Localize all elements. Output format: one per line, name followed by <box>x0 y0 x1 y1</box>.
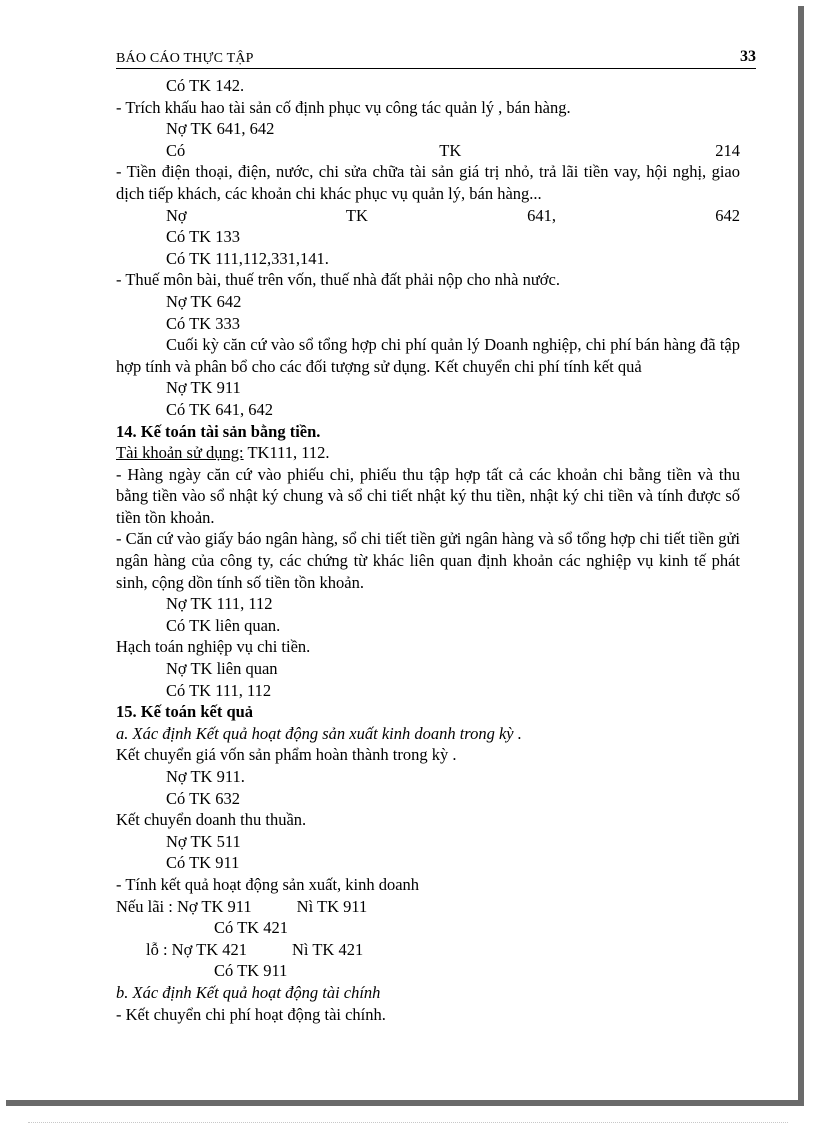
header-title: BÁO CÁO THỰC TẬP <box>116 51 254 66</box>
entry-line <box>116 939 740 961</box>
entry-line: Có TK 111, 112 <box>166 680 272 700</box>
section-heading: 14. Kế toán tài sản bằng tiền. <box>116 421 321 441</box>
page-header <box>116 50 756 69</box>
paragraph: - Tính kết quả hoạt động sản xuất, kinh doanh <box>116 874 420 894</box>
subsection-heading: a. Xác định Kết quả hoạt động sản xuất kinh doanh trong kỳ . <box>116 723 522 743</box>
paragraph: - Thuế môn bài, thuế trên vốn, thuế nhà đất phải nộp cho nhà nước. <box>116 270 560 290</box>
entry-line: Có TK 111,112,331,141. <box>166 248 329 268</box>
entry-line: Có TK 632 <box>166 788 240 808</box>
accounts-used-line <box>116 442 740 464</box>
entry-line: Có TK 911 <box>214 961 288 981</box>
section-heading: 15. Kế toán kết quả <box>116 702 254 722</box>
page-number: 33 <box>740 48 756 65</box>
entry-word: TK <box>439 140 462 160</box>
paragraph: - Tiền điện thoại, điện, nước, chi sửa chữa tài sản giá trị nhỏ, trả lãi tiền vay, hội nghị, giao dịch tiếp khách, các khoản chi khác phục vụ quản lý, bán hàng... <box>116 162 740 203</box>
entry-line: Có TK liên quan. <box>166 615 281 635</box>
paragraph: Cuối kỳ căn cứ vào sổ tổng hợp chi phí quản lý Doanh nghiệp, chi phí bán hàng đã tập hợp tính và phân bổ cho các đối tượng sử dụng. Kết chuyển chi phí tính kết quả <box>116 335 740 376</box>
accounts-used-value: TK111, 112. <box>243 443 330 463</box>
entry-word: Có <box>166 140 186 160</box>
entry-line: Có TK 421 <box>214 918 288 938</box>
entry-word: TK <box>345 205 368 225</box>
subsection-heading: b. Xác định Kết quả hoạt động tài chính <box>116 982 381 1002</box>
entry-word: 214 <box>715 140 740 160</box>
paragraph: - Căn cứ vào giấy báo ngân hàng, sổ chi tiết tiền gửi ngân hàng và sổ tổng hợp chi tiết tiền gửi ngân hàng của công ty, các chứng từ khác liên quan định khoản các nghiệp vụ kinh tế phát sinh, cộng dồn tính số tiền tồn khoản. <box>116 529 740 592</box>
entry-line: Nợ TK 911 <box>166 378 241 398</box>
accounts-used-label: Tài khoản sử dụng: <box>116 443 244 463</box>
entry-line: Có TK 133 <box>166 227 240 247</box>
entry-word: Nợ <box>166 205 187 225</box>
entry-line: Nợ TK 911. <box>166 767 245 786</box>
entry-line-justified <box>116 140 740 162</box>
entry-line: Có TK 911 <box>166 853 240 873</box>
entry-word: 641, <box>527 205 556 225</box>
entry-text: Nì TK 911 <box>296 896 368 916</box>
entry-word: 642 <box>715 205 740 225</box>
entry-text: Nì TK 421 <box>292 939 364 959</box>
entry-line: Nợ TK 111, 112 <box>166 594 273 614</box>
entry-line: Nợ TK 642 <box>166 291 242 311</box>
entry-line: Có TK 333 <box>166 313 240 333</box>
entry-line: Có TK 641, 642 <box>166 399 273 419</box>
entry-text: Nếu lãi : Nợ TK 911 <box>116 896 252 916</box>
paragraph: - Hàng ngày căn cứ vào phiếu chi, phiếu thu tập hợp tất cả các khoản chi bằng tiền và thu bằng tiền vào sổ nhật ký chung và sổ chi tiết nhật ký thu tiền, nhật ký chi tiền và tính được số tiền tồn khoản. <box>116 464 740 527</box>
entry-line <box>116 896 740 918</box>
paragraph: Kết chuyển doanh thu thuần. <box>116 810 307 830</box>
document-body <box>116 75 740 1025</box>
entry-line-justified <box>116 205 740 227</box>
entry-line: Nợ TK 511 <box>166 831 241 851</box>
entry-line: Nợ TK 641, 642 <box>166 119 275 139</box>
paragraph: Kết chuyển giá vốn sản phẩm hoàn thành trong kỳ . <box>116 745 457 765</box>
entry-text: lỗ : Nợ TK 421 <box>146 939 248 959</box>
entry-line: Nợ TK liên quan <box>166 659 278 679</box>
paragraph: Hạch toán nghiệp vụ chi tiền. <box>116 637 311 657</box>
paragraph: - Kết chuyển chi phí hoạt động tài chính. <box>116 1004 386 1024</box>
paragraph: - Trích khấu hao tài sản cố định phục vụ công tác quản lý , bán hàng. <box>116 97 571 117</box>
entry-line: Có TK 142. <box>166 76 245 95</box>
